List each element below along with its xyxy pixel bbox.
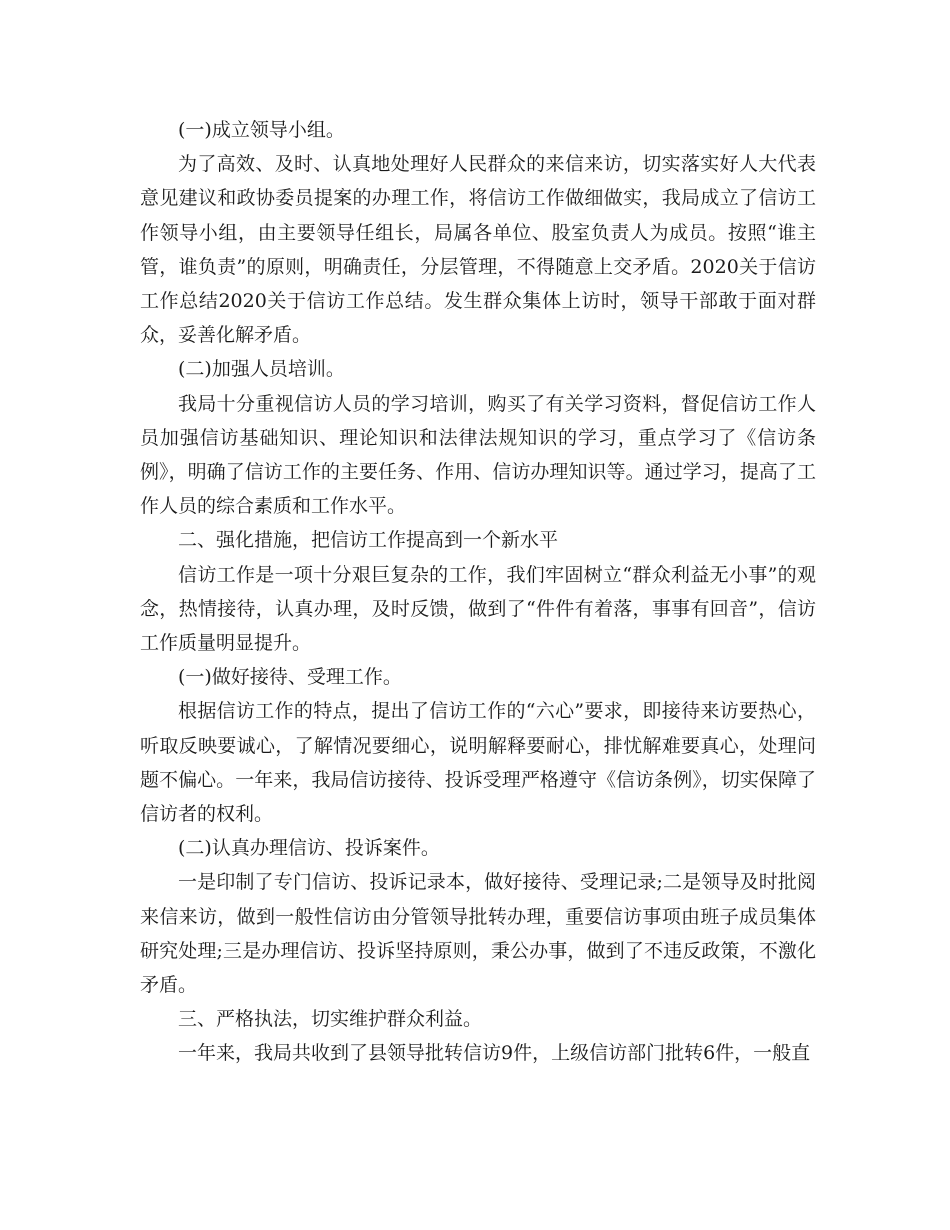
subheading-reception: (一)做好接待、受理工作。 xyxy=(178,666,402,689)
paragraph-leadership-group: 为了高效、及时、认真地处理好人民群众的来信来访，切实落实好人大代表意见建议和政协委员提案的办理工作，将信访工作做细做实，我局成立了信访工作领导小组，由主要领导任组长，局属各单位、股室负责人为成员。按照“谁主管，谁负责”的原则，明确责任，分层管理，不得随意上交矛盾。2020关于信访工作总结2020关于信访工作总结。发生群众集体上访时，领导干部敢于面对群众，妥善化解矛盾。 xyxy=(140,153,816,347)
subheading-case-handling: (二)认真办理信访、投诉案件。 xyxy=(178,837,440,860)
paragraph-law-enforcement: 一年来，我局共收到了县领导批转信访9件，上级信访部门批转6件，一般直 xyxy=(178,1042,811,1065)
paragraph-staff-training: 我局十分重视信访人员的学习培训，购买了有关学习资料，督促信访工作人员加强信访基础知识、理论知识和法律法规知识的学习，重点学习了《信访条例》，明确了信访工作的主要任务、作用、信访办理知识等。通过学习，提高了工作人员的综合素质和工作水平。 xyxy=(140,392,816,518)
paragraph-case-handling: 一是印制了专门信访、投诉记录本，做好接待、受理记录;二是领导及时批阅来信来访，做到一般性信访由分管领导批转办理，重要信访事项由班子成员集体研究处理;三是办理信访、投诉坚持原则，秉公办事，做到了不违反政策，不激化矛盾。 xyxy=(140,871,816,997)
document-body xyxy=(140,113,816,1071)
paragraph-reception: 根据信访工作的特点，提出了信访工作的“六心”要求，即接待来访要热心，听取反映要诚心，了解情况要细心，说明解释要耐心，排忧解难要真心，处理问题不偏心。一年来，我局信访接待、投诉受理严格遵守《信访条例》，切实保障了信访者的权利。 xyxy=(140,700,816,826)
section-heading-law-enforcement: 三、严格执法，切实维护群众利益。 xyxy=(178,1008,483,1031)
subheading-staff-training: (二)加强人员培训。 xyxy=(178,358,345,381)
section-heading-measures: 二、强化措施，把信访工作提高到一个新水平 xyxy=(178,529,559,552)
paragraph-measures: 信访工作是一项十分艰巨复杂的工作，我们牢固树立“群众利益无小事”的观念，热情接待，认真办理，及时反馈，做到了“件件有着落，事事有回音”，信访工作质量明显提升。 xyxy=(140,563,816,655)
subheading-leadership-group: (一)成立领导小组。 xyxy=(178,119,345,141)
